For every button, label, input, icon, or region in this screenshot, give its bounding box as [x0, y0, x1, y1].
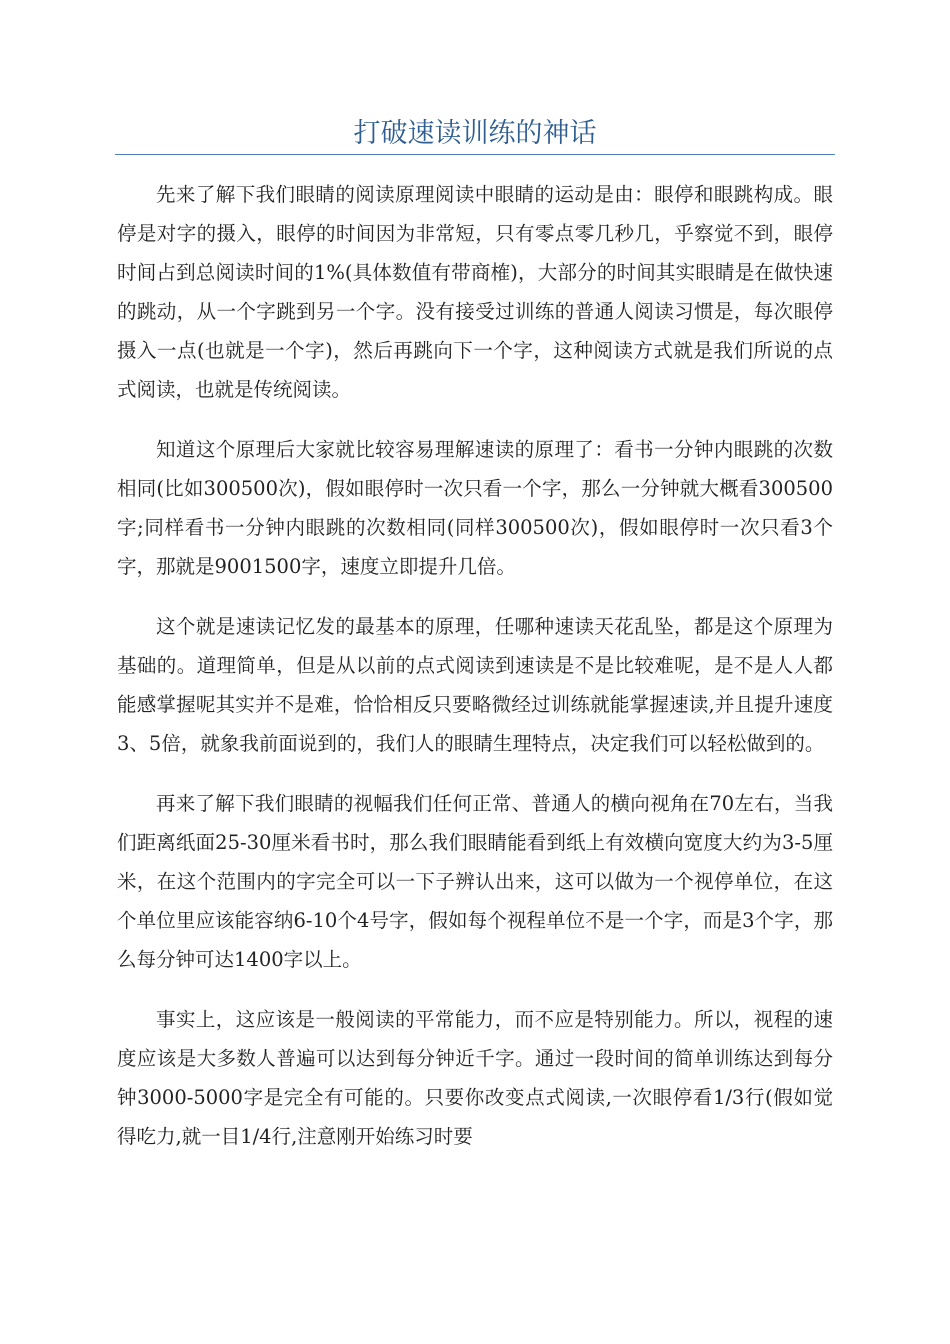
document-title: 打破速读训练的神话: [353, 118, 597, 149]
paragraph-2: 知道这个原理后大家就比较容易理解速读的原理了：看书一分钟内眼跳的次数相同(比如300500次)，假如眼停时一次只看一个字，那么一分钟就大概看300500字;同样看书一分钟内眼跳的次数相同(同样300500次)，假如眼停时一次只看3个字，那就是9001500字，速度立即提升几倍。: [117, 438, 833, 578]
paragraph-4: 再来了解下我们眼睛的视幅我们任何正常、普通人的横向视角在70左右，当我们距离纸面25-30厘米看书时，那么我们眼睛能看到纸上有效横向宽度大约为3-5厘米，在这个范围内的字完全可以一下子辨认出来，这可以做为一个视停单位，在这个单位里应该能容纳6-10个4号字，假如每个视程单位不是一个字，而是3个字，那么每分钟可达1400字以上。: [117, 792, 833, 971]
title-underline: [115, 154, 835, 155]
paragraph-3: 这个就是速读记忆发的最基本的原理，任哪种速读天花乱坠，都是这个原理为基础的。道理简单，但是从以前的点式阅读到速读是不是比较难呢，是不是人人都能感掌握呢其实并不是难，恰恰相反只要略微经过训练就能掌握速读,并且提升速度3、5倍，就象我前面说到的，我们人的眼睛生理特点，决定我们可以轻松做到的。: [117, 615, 833, 755]
paragraph-5: 事实上，这应该是一般阅读的平常能力，而不应是特别能力。所以，视程的速度应该是大多数人普遍可以达到每分钟近千字。通过一段时间的简单训练达到每分钟3000-5000字是完全有可能的。只要你改变点式阅读,一次眼停看1/3行(假如觉得吃力,就一目1/4行,注意刚开始练习时要: [117, 1008, 833, 1148]
document-body: [117, 175, 833, 1177]
paragraph-1: 先来了解下我们眼睛的阅读原理阅读中眼睛的运动是由：眼停和眼跳构成。眼停是对字的摄入，眼停的时间因为非常短，只有零点零几秒几，乎察觉不到，眼停时间占到总阅读时间的1%(具体数值有带商榷)，大部分的时间其实眼睛是在做快速的跳动，从一个字跳到另一个字。没有接受过训练的普通人阅读习惯是，每次眼停摄入一点(也就是一个字)，然后再跳向下一个字，这种阅读方式就是我们所说的点式阅读，也就是传统阅读。: [117, 183, 833, 401]
